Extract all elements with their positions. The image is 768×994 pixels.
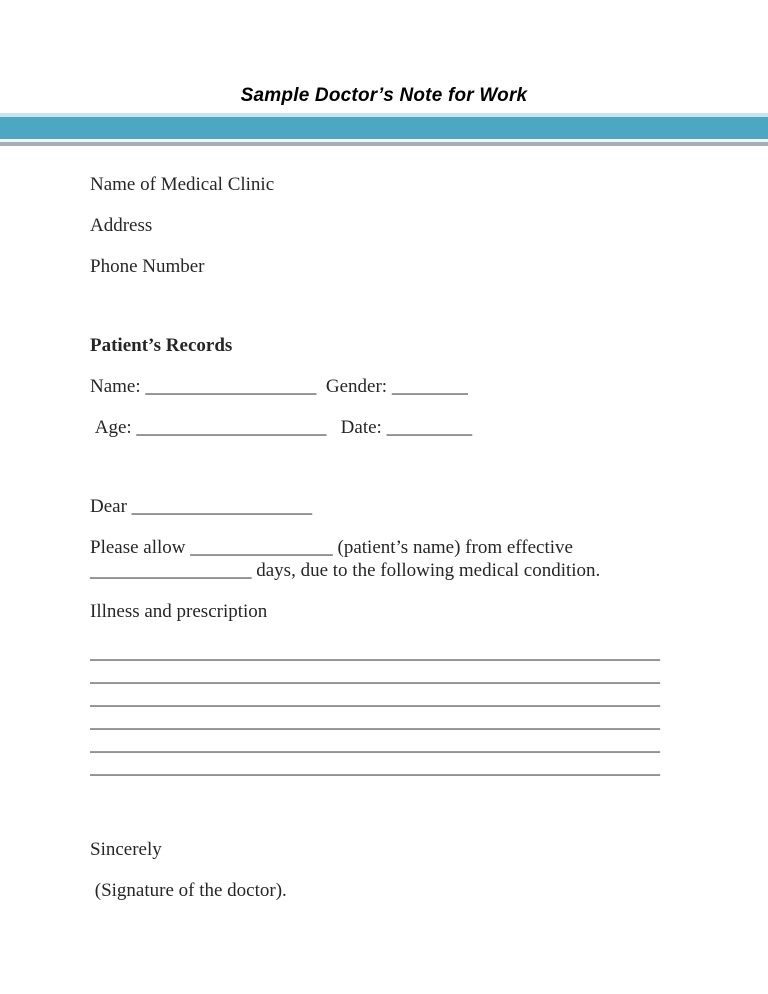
name-gender-line: Name: __________________ Gender: ________ [90, 376, 468, 397]
blank-line: ____________________________________________________________ [90, 688, 660, 709]
writing-blank-lines [90, 641, 672, 779]
request-paragraph [90, 536, 672, 582]
document-body [0, 146, 768, 902]
blank-line: ____________________________________________________________ [90, 665, 660, 686]
patient-records-heading: Patient’s Records [90, 335, 233, 356]
header-divider-band [0, 113, 768, 146]
document-title: Sample Doctor’s Note for Work [240, 85, 528, 106]
request-line-2: _________________ days, due to the following medical condition. [90, 560, 601, 581]
clinic-address-label: Address [90, 215, 153, 236]
blank-line: ____________________________________________________________ [90, 711, 660, 732]
age-date-line: Age: ____________________ Date: _________ [90, 417, 473, 438]
clinic-phone-label: Phone Number [90, 256, 205, 277]
blank-line: ____________________________________________________________ [90, 642, 660, 663]
divider-teal-bar [0, 117, 768, 139]
request-line-1: Please allow _______________ (patient’s name) from effective [90, 537, 573, 558]
illness-prescription-label: Illness and prescription [90, 601, 268, 622]
sincerely-line: Sincerely [90, 839, 162, 860]
salutation-line: Dear ___________________ [90, 496, 313, 517]
blank-line: ____________________________________________________________ [90, 757, 660, 778]
doctor-signature-label: (Signature of the doctor). [90, 880, 287, 901]
blank-line: ____________________________________________________________ [90, 734, 660, 755]
clinic-name-label: Name of Medical Clinic [90, 174, 275, 195]
